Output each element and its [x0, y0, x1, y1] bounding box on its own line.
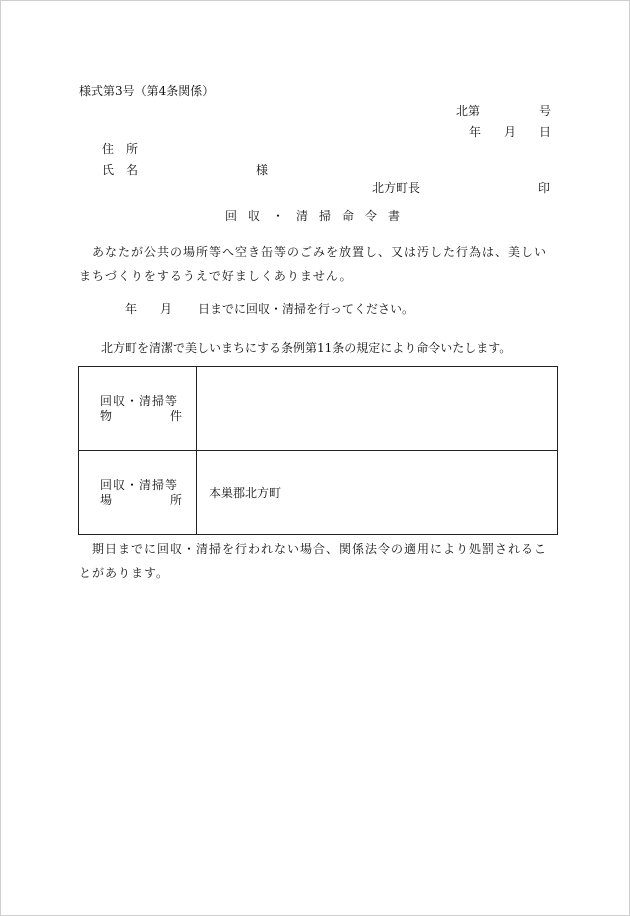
deadline-text: 日までに回収・清掃を行ってください。 — [198, 302, 415, 316]
row-label-char: 件 — [169, 409, 182, 423]
order-details-table — [78, 366, 558, 535]
row-label-cell — [79, 451, 197, 535]
row-label-char: 所 — [169, 493, 182, 507]
form-number: 様式第3号（第4条関係） — [79, 84, 215, 98]
honorific: 様 — [256, 163, 269, 177]
date-month: 月 — [504, 125, 517, 139]
doc-number-prefix: 北第 — [456, 104, 481, 118]
title-char: 回 — [225, 209, 238, 223]
address-label: 住 所 — [102, 142, 139, 156]
title-char: 清 — [296, 209, 309, 223]
footer-note: 期日までに回収・清掃を行われない場合、関係法令の適用により処罰されることがあります。 — [79, 542, 548, 580]
deadline-month: 月 — [160, 302, 173, 316]
row-value-cell: 本巣郡北方町 — [197, 451, 558, 535]
row-value-cell — [197, 367, 558, 451]
doc-number-suffix: 号 — [539, 104, 552, 118]
title-char: ・ — [272, 209, 285, 223]
table-row — [79, 451, 558, 535]
title-char: 書 — [388, 209, 401, 223]
body-paragraph-1: あなたが公共の場所等へ空き缶等のごみを放置し、又は汚した行為は、美しいまちづくりをするうえで好ましくありません。 — [79, 245, 548, 283]
date-day: 日 — [539, 125, 552, 139]
title-char: 命 — [342, 209, 355, 223]
row-label-char: 場 — [100, 493, 113, 507]
document-title — [225, 209, 400, 223]
row-label-cell — [79, 367, 197, 451]
body-paragraph-3: 北方町を清潔で美しいまちにする条例第11条の規定により命令いたします。 — [101, 341, 512, 355]
date-year: 年 — [469, 125, 482, 139]
table-row — [79, 367, 558, 451]
title-char: 収 — [248, 209, 261, 223]
name-label: 氏 名 — [102, 163, 139, 177]
title-char: 令 — [365, 209, 378, 223]
seal-mark: 印 — [538, 181, 551, 195]
issuer-title: 北方町長 — [372, 181, 421, 195]
row-label-line1: 回収・清掃等 — [100, 394, 179, 408]
title-char: 掃 — [319, 209, 332, 223]
row-label-line1: 回収・清掃等 — [100, 478, 179, 492]
deadline-year: 年 — [125, 302, 138, 316]
row-label-char: 物 — [100, 409, 113, 423]
